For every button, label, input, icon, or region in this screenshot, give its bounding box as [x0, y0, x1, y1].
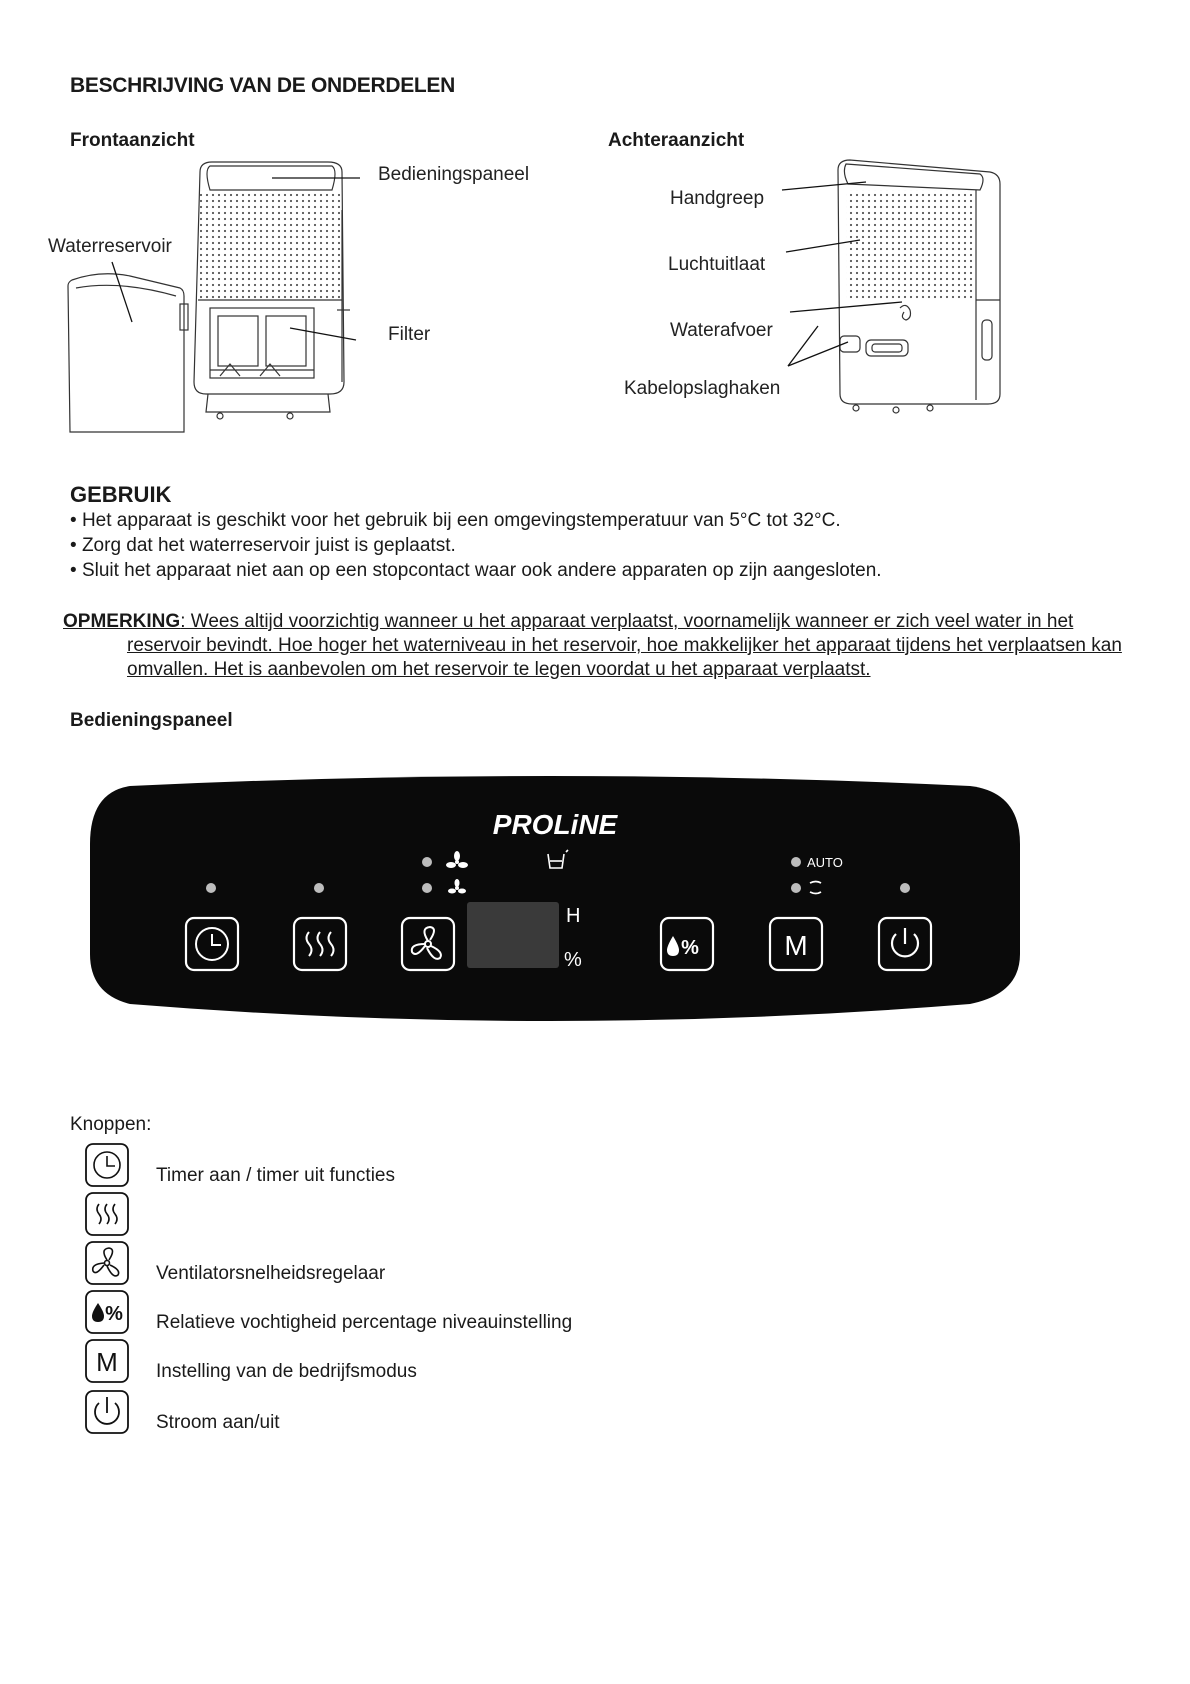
clock-icon [84, 1142, 130, 1188]
mode-m-icon: M [784, 930, 808, 961]
usage-item: • Het apparaat is geschikt voor het gebruik bij een omgevingstemperatuur van 5°C tot 32°C. [70, 508, 882, 533]
svg-text:%: % [681, 937, 699, 959]
legend-label-mode: Instelling van de bedrijfsmodus [156, 1361, 417, 1382]
page-title: BESCHRIJVING VAN DE ONDERDELEN [70, 74, 455, 97]
auto-label: AUTO [807, 855, 843, 870]
note-label: OPMERKING [63, 611, 181, 632]
callout-handle: Handgreep [670, 188, 765, 209]
humidity-percent-icon [667, 936, 699, 959]
front-view-illustration [60, 150, 420, 440]
continuous-led [791, 883, 801, 893]
callout-drain: Waterafvoer [670, 320, 773, 341]
fan-low-led [422, 883, 432, 893]
callout-water-tank: Waterreservoir [48, 236, 172, 257]
callout-control-panel: Bedieningspaneel [378, 164, 530, 185]
control-panel-heading: Bedieningspaneel [70, 710, 233, 731]
power-icon [84, 1389, 130, 1435]
front-view-heading: Frontaanzicht [70, 130, 195, 151]
heat-waves-icon [84, 1191, 130, 1237]
note-text-line1: : Wees altijd voorzichtig wanneer u het apparaat verplaatst, voornamelijk wanneer er zich veel water in het [180, 611, 1074, 632]
legend-label-humidity: Relatieve vochtigheid percentage niveauinstelling [156, 1312, 573, 1333]
usage-item: • Sluit het apparaat niet aan op een stopcontact waar ook andere apparaten op zijn aangesloten. [70, 558, 882, 583]
display-unit-percent: % [564, 949, 582, 971]
note-block [63, 610, 1133, 682]
back-view-heading: Achteraanzicht [608, 130, 745, 151]
fan-icon [84, 1240, 130, 1286]
svg-text:%: % [105, 1303, 123, 1325]
buttons-heading: Knoppen: [70, 1114, 152, 1135]
display-unit-h: H [566, 905, 581, 927]
brand-logo: PROLiNE [492, 809, 618, 840]
callout-cord-hooks: Kabelopslaghaken [624, 378, 781, 399]
legend-label-power: Stroom aan/uit [156, 1412, 280, 1433]
control-panel-diagram [90, 768, 1020, 1050]
usage-list [70, 508, 882, 583]
callout-air-outlet: Luchtuitlaat [668, 254, 766, 275]
note-text-line2: reservoir bevindt. Hoe hoger het waterniveau in het reservoir, hoe makkelijker het apparaat tijdens het verplaatsen kan omvallen. Het is aanbevolen om het reservoir te legen voordat u het apparaat verplaatst. [127, 635, 1122, 680]
dry-led [314, 883, 324, 893]
mode-m-icon [84, 1338, 130, 1384]
legend-label-fan: Ventilatorsnelheidsregelaar [156, 1263, 386, 1284]
usage-item: • Zorg dat het waterreservoir juist is geplaatst. [70, 533, 882, 558]
legend-label-timer: Timer aan / timer uit functies [156, 1165, 395, 1186]
humidity-display [467, 902, 559, 968]
fan-high-led [422, 857, 432, 867]
power-led [900, 883, 910, 893]
callout-filter: Filter [388, 324, 431, 345]
timer-led [206, 883, 216, 893]
humidity-percent-icon [84, 1289, 130, 1335]
usage-heading: GEBRUIK [70, 482, 172, 507]
svg-text:M: M [96, 1347, 118, 1377]
auto-led [791, 857, 801, 867]
